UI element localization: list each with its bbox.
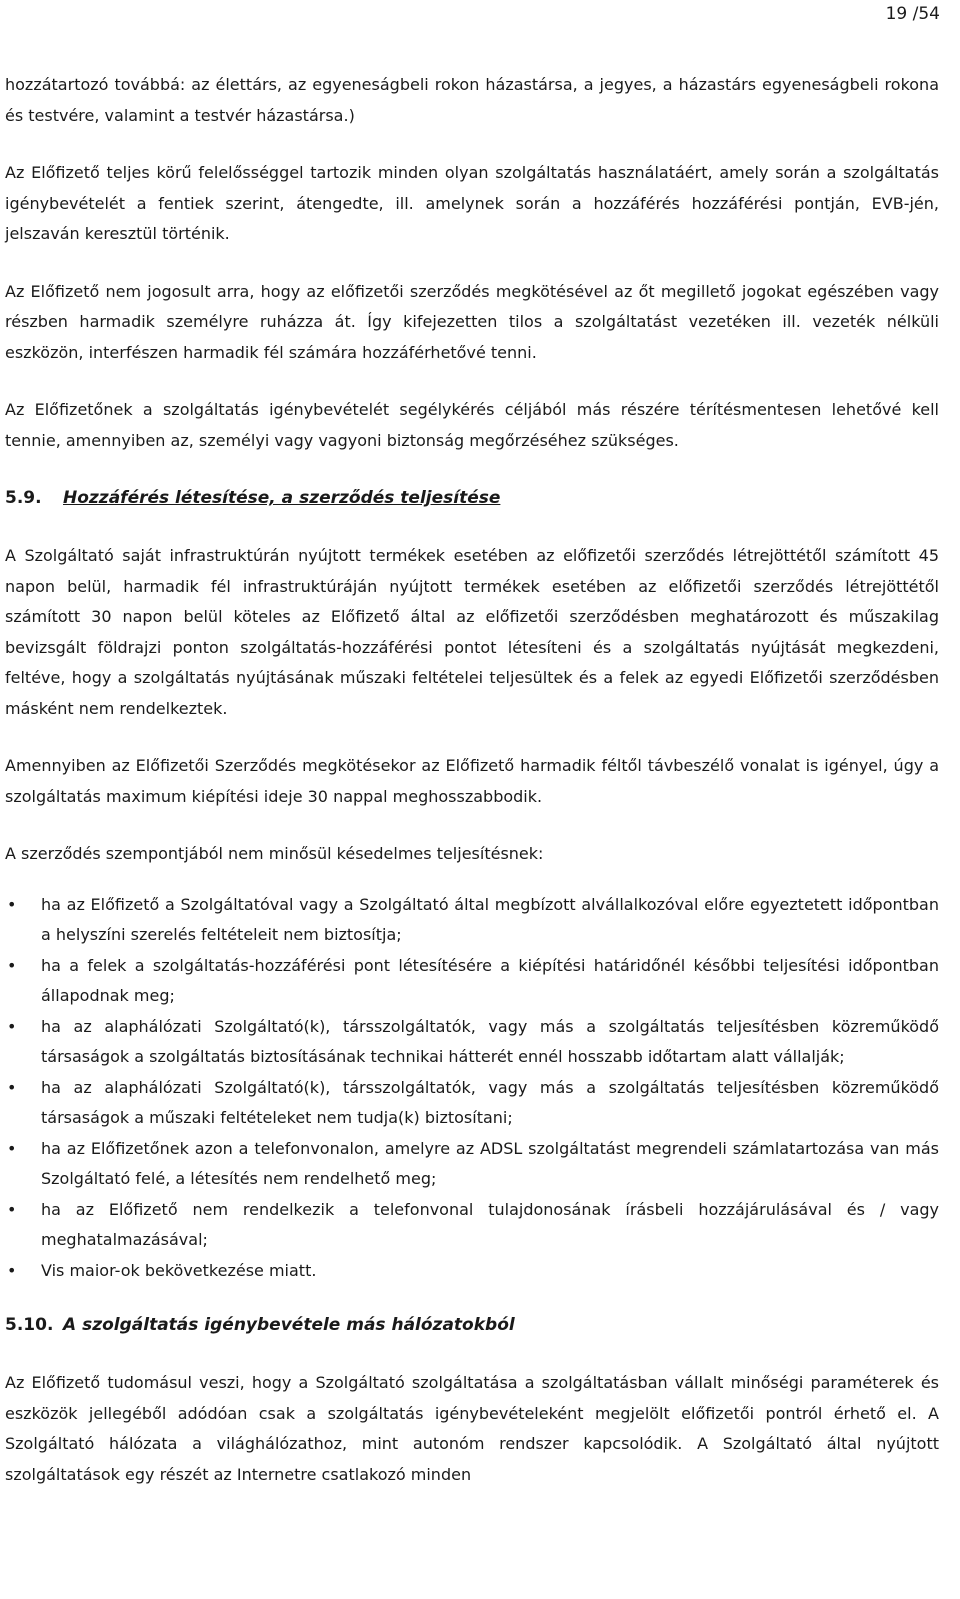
list-item	[5, 1073, 939, 1134]
list-item	[5, 951, 939, 1012]
page-number: 19 /54	[885, 4, 940, 24]
list-item-text: ha az Előfizető nem rendelkezik a telefonvonal tulajdonosának írásbeli hozzájárulásával és / vagy meghatalmazásával;	[41, 1199, 939, 1249]
bullet-icon: •	[7, 1199, 17, 1219]
bullet-icon: •	[7, 1260, 17, 1280]
bullet-icon: •	[7, 894, 17, 914]
list-item	[5, 1195, 939, 1256]
section-title: A szolgáltatás igénybevétele más hálózatokból	[63, 1315, 515, 1335]
section-number: 5.10.	[5, 1315, 54, 1335]
list-item-text: ha az alaphálózati Szolgáltató(k), társszolgáltatók, vagy más a szolgáltatás teljesítésben közreműködő társaságok a műszaki feltételeket nem tudja(k) biztosítani;	[41, 1077, 939, 1127]
paragraph: Az Előfizetőnek a szolgáltatás igénybevételét segélykérés céljából más részére térítésmentesen lehetővé kell tennie, amennyiben az, személyi vagy vagyoni biztonság megőrzéséhez szükséges.	[5, 400, 939, 450]
bullet-icon: •	[7, 1077, 17, 1097]
section-title: Hozzáférés létesítése, a szerződés teljesítése	[63, 488, 501, 508]
list-item-text: Vis maior-ok bekövetkezése miatt.	[41, 1260, 317, 1280]
paragraph: Az Előfizető nem jogosult arra, hogy az előfizetői szerződés megkötésével az őt megillető jogokat egészében vagy részben harmadik személyre ruházza át. Így kifejezetten tilos a szolgáltatást vezetéken ill. vezeték nélküli eszközön, interfészen harmadik fél számára hozzáférhetővé tenni.	[5, 281, 939, 362]
bullet-icon: •	[7, 955, 17, 975]
paragraph: hozzátartozó továbbá: az élettárs, az egyeneságbeli rokon házastársa, a jegyes, a házastárs egyeneságbeli rokona és testvére, valamint a testvér házastársa.)	[5, 75, 939, 125]
list-item-text: ha az Előfizetőnek azon a telefonvonalon, amelyre az ADSL szolgáltatást megrendeli számlatartozása van más Szolgáltató felé, a létesítés nem rendelhető meg;	[41, 1138, 939, 1188]
section-heading-5-9	[5, 483, 939, 513]
paragraph: A szerződés szempontjából nem minősül késedelmes teljesítésnek:	[5, 844, 544, 863]
paragraph: Az Előfizető teljes körű felelősséggel tartozik minden olyan szolgáltatás használatáért, amely során a szolgáltatás igénybevételét a fentiek szerint, átengedte, ill. amelynek során a hozzáférés hozzáférési pontján, EVB-jén, jelszaván keresztül történik.	[5, 163, 939, 243]
paragraph: Amennyiben az Előfizetői Szerződés megkötésekor az Előfizető harmadik féltől távbeszélő vonalat is igényel, úgy a szolgáltatás maximum kiépítési ideje 30 nappal meghosszabbodik.	[5, 756, 939, 806]
list-item	[5, 1256, 939, 1287]
list-item-text: ha az Előfizető a Szolgáltatóval vagy a Szolgáltató által megbízott alvállalkozóval előre egyeztetett időpontban a helyszíni szerelés feltételeit nem biztosítja;	[41, 894, 939, 944]
list-item-text: ha az alaphálózati Szolgáltató(k), társszolgáltatók, vagy más a szolgáltatás teljesítésben közreműködő társaságok a szolgáltatás biztosításának technikai hátterét ennél hosszabb időtartam alatt vállalják;	[41, 1016, 939, 1066]
paragraph: Az Előfizető tudomásul veszi, hogy a Szolgáltató szolgáltatása a szolgáltatásban vállalt minőségi paraméterek és eszközök jellegéből adódóan csak a szolgáltatás igénybevételeként megjelölt előfizetői pontról érhető el. A Szolgáltató hálózata a világhálózathoz, mint autonóm rendszer kapcsolódik. A Szolgáltató által nyújtott szolgáltatások egy részét az Internetre csatlakozó minden	[5, 1373, 939, 1484]
bullet-icon: •	[7, 1016, 17, 1036]
section-number: 5.9.	[5, 488, 42, 508]
section-heading-5-10	[5, 1310, 939, 1340]
list-item	[5, 1012, 939, 1073]
list-item	[5, 1134, 939, 1195]
conditions-list	[5, 890, 939, 1287]
paragraph: A Szolgáltató saját infrastruktúrán nyújtott termékek esetében az előfizetői szerződés létrejöttétől számított 45 napon belül, harmadik fél infrastruktúráján nyújtott termékek esetében az előfizetői szerződés létrejöttétől számított 30 napon belül köteles az Előfizető által az előfizetői szerződésben meghatározott és műszakilag bevizsgált földrajzi ponton szolgáltatás-hozzáférési pontot létesíteni és a szolgáltatás nyújtását megkezdeni, feltéve, hogy a szolgáltatás nyújtásának műszaki feltételei teljesültek és a felek az egyedi Előfizetői szerződésben másként nem rendelkeztek.	[5, 546, 939, 718]
bullet-icon: •	[7, 1138, 17, 1158]
document-body	[5, 70, 939, 1517]
list-item-text: ha a felek a szolgáltatás-hozzáférési pont létesítésére a kiépítési határidőnél későbbi teljesítési időpontban állapodnak meg;	[41, 955, 939, 1005]
list-item	[5, 890, 939, 951]
